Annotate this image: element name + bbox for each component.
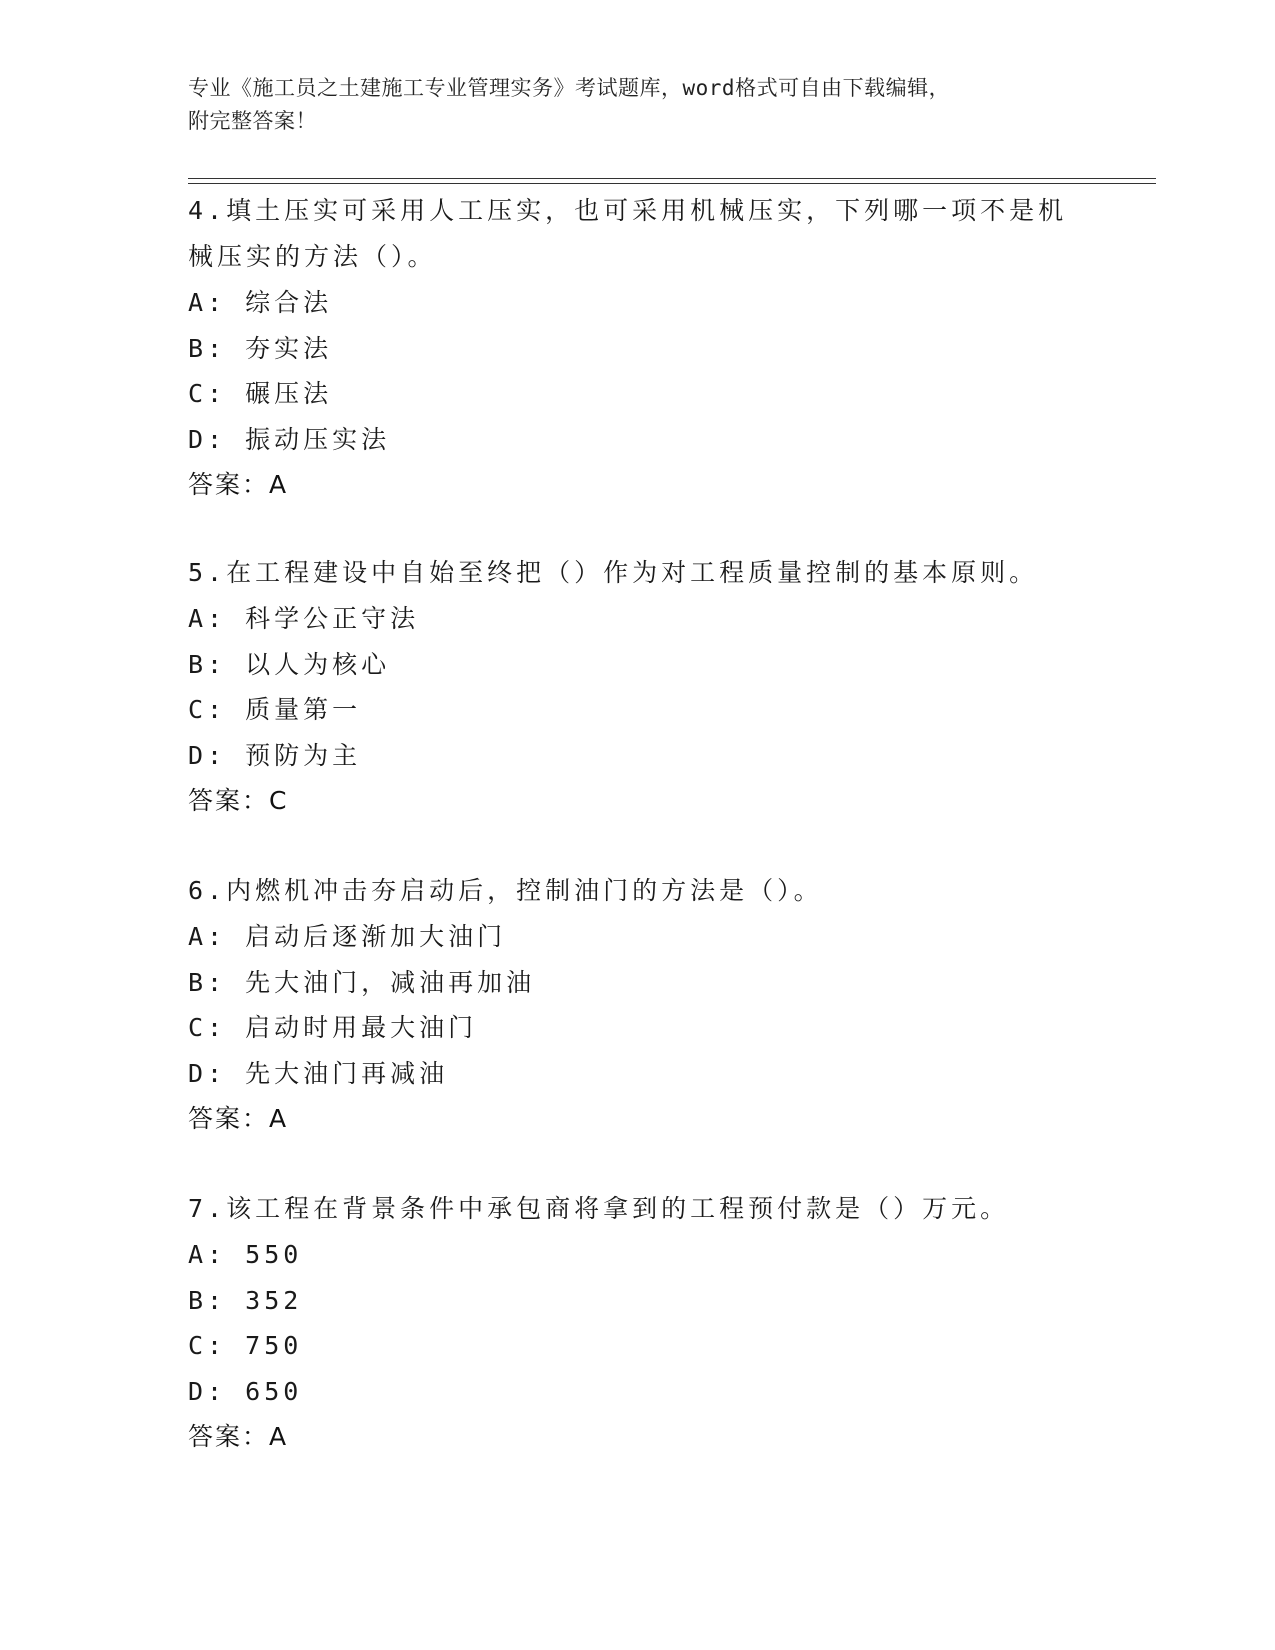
answer: 答案：A — [188, 470, 289, 499]
question-4 — [188, 188, 1088, 508]
answer: 答案：A — [188, 1422, 289, 1451]
option-a: A: 启动后逐渐加大油门 — [188, 922, 507, 951]
question-stem-line-1: 5.在工程建设中自始至终把（）作为对工程质量控制的基本原则。 — [188, 558, 1039, 587]
question-stem-line-1: 7.该工程在背景条件中承包商将拿到的工程预付款是（）万元。 — [188, 1194, 1010, 1223]
header-divider-bottom — [188, 183, 1156, 184]
option-c: C: 启动时用最大油门 — [188, 1013, 478, 1042]
header-divider-top — [188, 178, 1156, 179]
answer: 答案：A — [188, 1104, 289, 1133]
question-5 — [188, 550, 1088, 824]
question-stem-line-1: 6.内燃机冲击夯启动后，控制油门的方法是（）。 — [188, 876, 823, 905]
header-line-1: 专业《施工员之土建施工专业管理实务》考试题库，word格式可自由下载编辑， — [188, 76, 951, 100]
answer: 答案：C — [188, 786, 289, 815]
option-b: B: 先大油门，减油再加油 — [188, 967, 536, 997]
question-stem-line-2: 械压实的方法（）。 — [188, 242, 437, 271]
question-stem — [188, 188, 1088, 280]
question-stem-line-1: 4.填土压实可采用人工压实，也可采用机械压实，下列哪一项不是机 — [188, 196, 1068, 225]
question-stem — [188, 868, 1088, 914]
header-line-2: 附完整答案！ — [188, 109, 317, 133]
option-c: C: 750 — [188, 1331, 303, 1360]
option-b: B: 以人为核心 — [188, 649, 391, 679]
option-a: A: 550 — [188, 1240, 303, 1269]
option-c: C: 碾压法 — [188, 379, 333, 408]
question-6 — [188, 868, 1088, 1142]
option-d: D: 预防为主 — [188, 740, 362, 770]
option-b: B: 夯实法 — [188, 333, 333, 363]
option-c: C: 质量第一 — [188, 695, 362, 724]
option-a: A: 综合法 — [188, 288, 333, 317]
question-7 — [188, 1186, 1088, 1460]
option-d: D: 先大油门再减油 — [188, 1058, 449, 1088]
option-a: A: 科学公正守法 — [188, 604, 420, 633]
option-d: D: 650 — [188, 1376, 303, 1406]
option-d: D: 振动压实法 — [188, 424, 391, 454]
document-header — [188, 72, 1068, 138]
question-stem — [188, 550, 1088, 596]
option-b: B: 352 — [188, 1285, 303, 1315]
question-stem — [188, 1186, 1088, 1232]
